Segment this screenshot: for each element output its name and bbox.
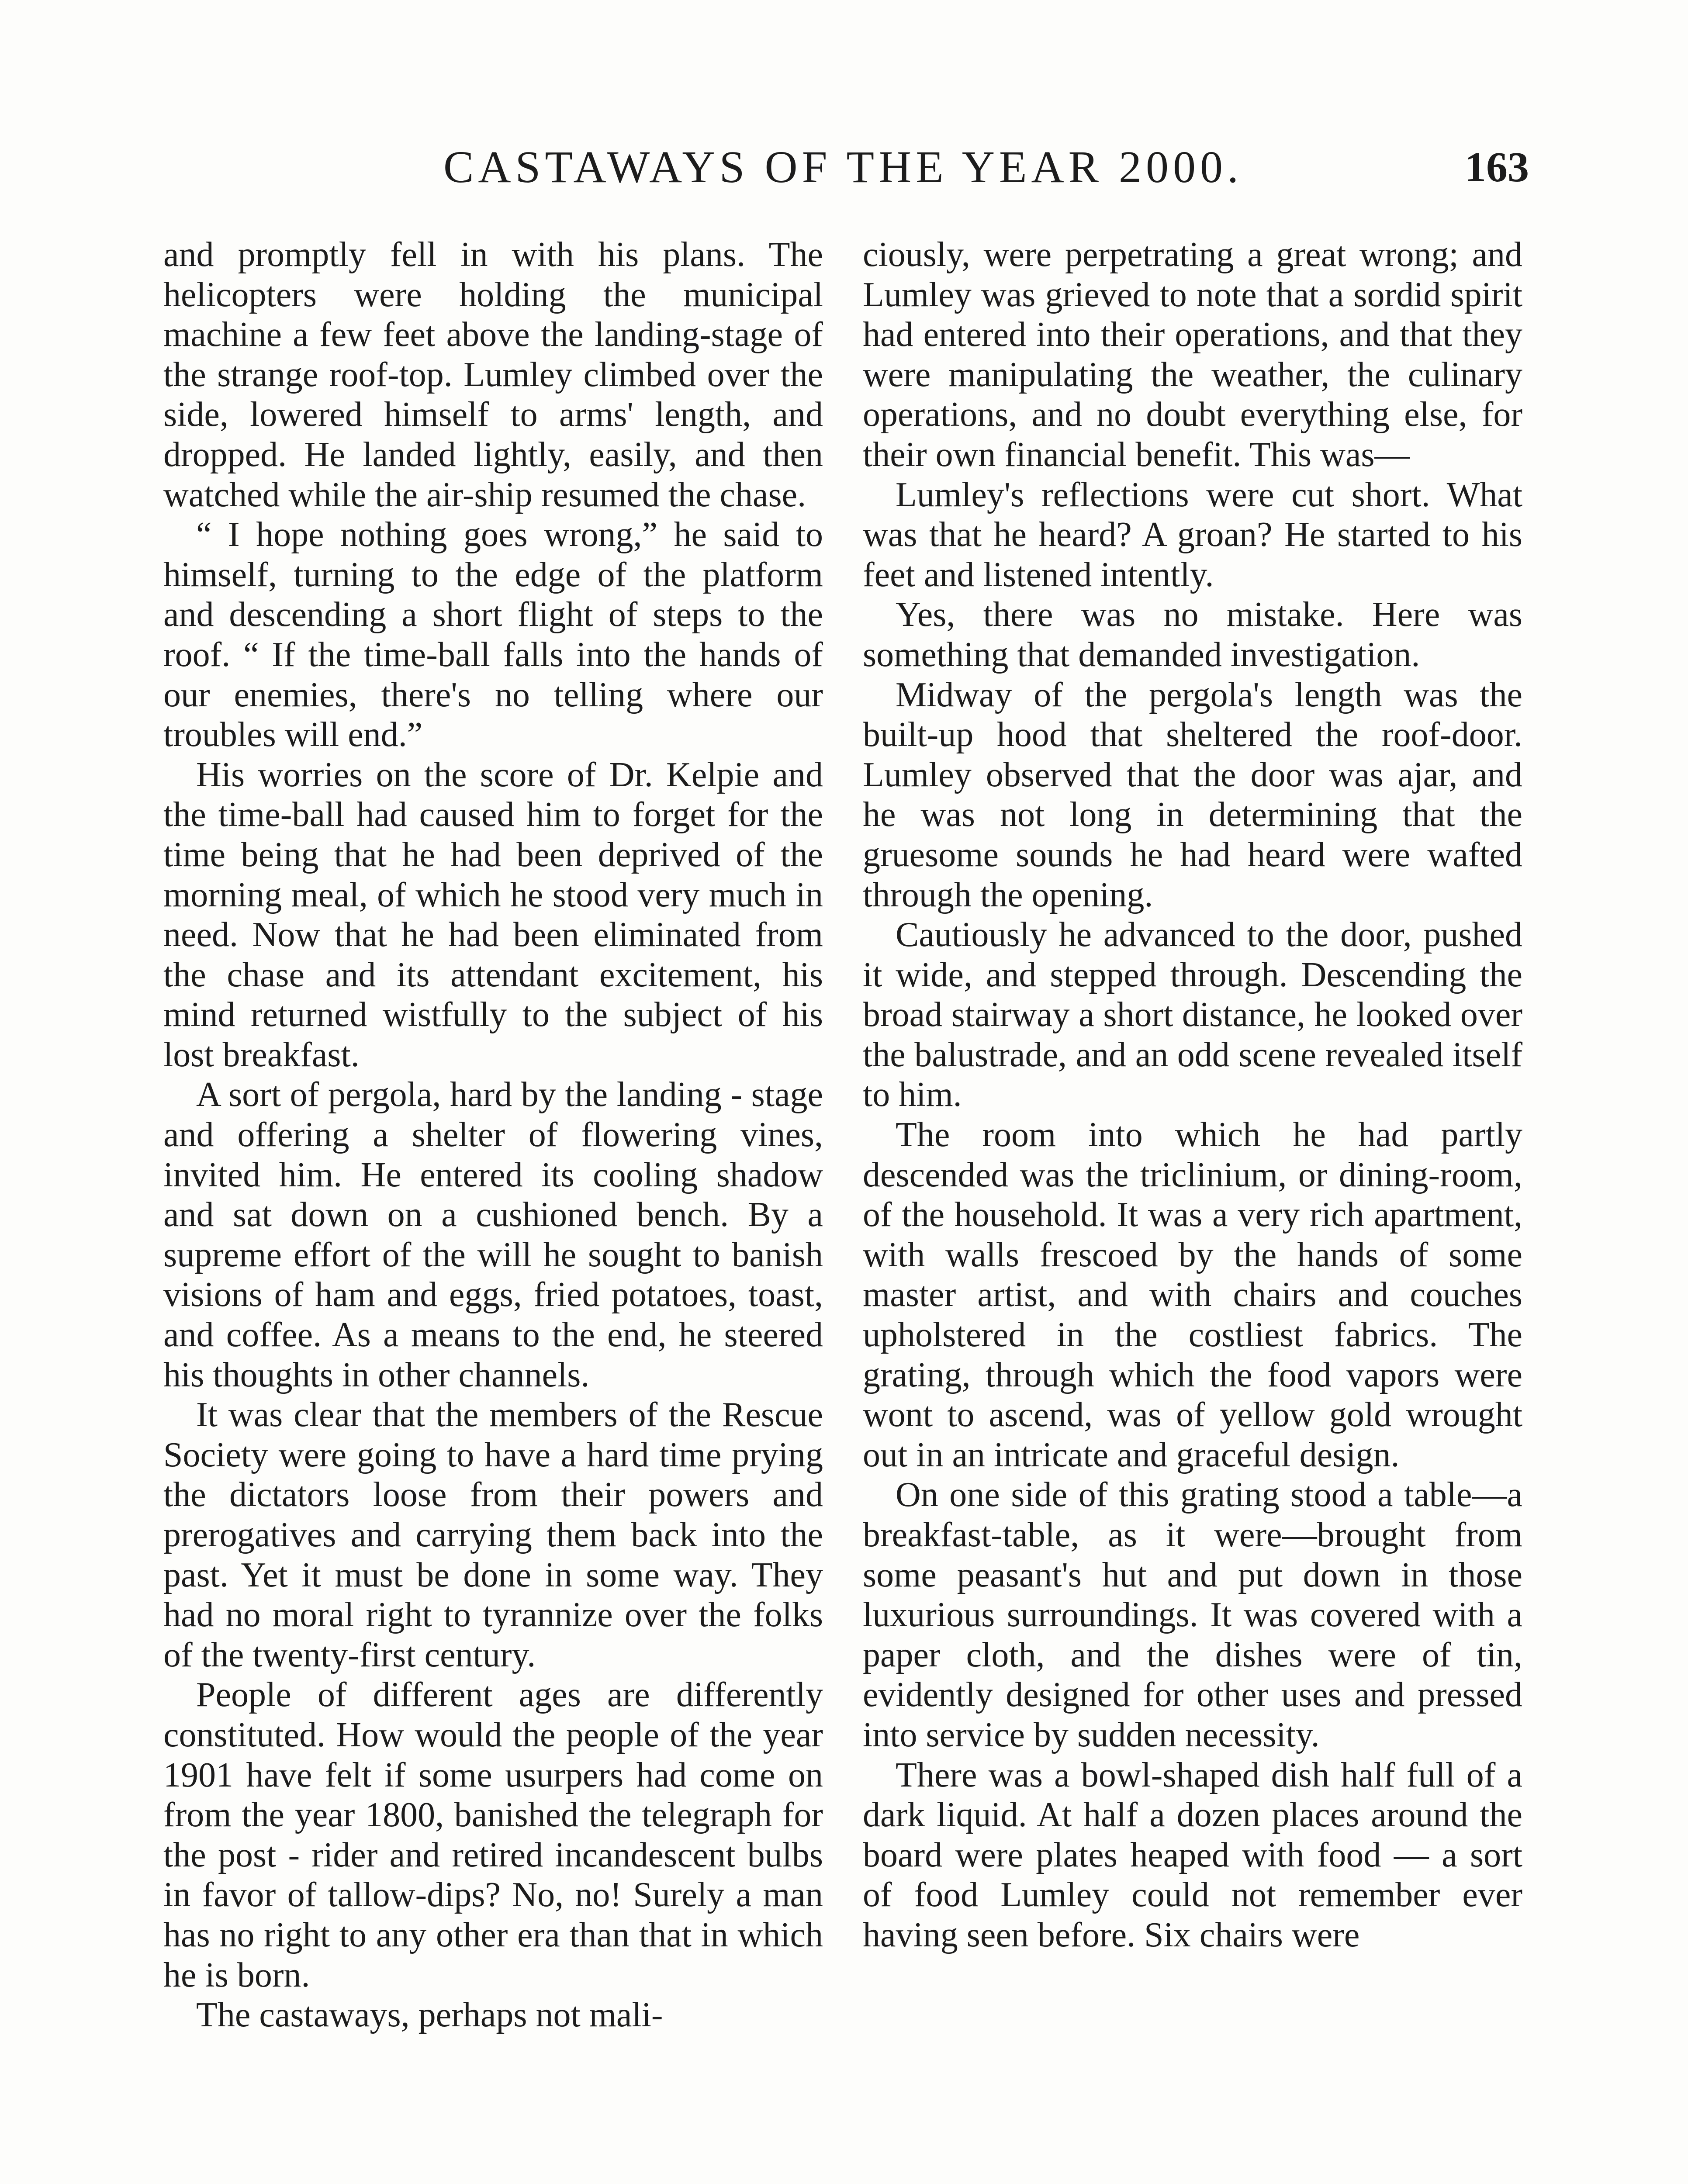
paragraph: Yes, there was no mistake. Here was something that demanded investigation. [863,595,1522,674]
paragraph: His worries on the score of Dr. Kelpie and the time-ball had caused him to forget for the time being that he had been deprived of the morning meal, of which he stood very much in need. Now that he had been eliminated from the chase and its attendant excitement, his mind returned wistfully to the subject of his lost breakfast. [163,755,823,1074]
paragraph: and promptly fell in with his plans. The helicopters were holding the municipal machine a few feet above the landing-stage of the strange roof-top. Lumley climbed over the side, lowered himself to arms' length, and dropped. He landed lightly, easily, and then watched while the air-ship resumed the chase. [163,235,823,514]
paragraph: People of different ages are differently constituted. How would the people of the year 1901 have felt if some usurpers had come on from the year 1800, banished the telegraph for the post - rider and retired incandescent bulbs in favor of tallow-dips? No, no! Surely a man has no right to any other era than that in which he is born. [163,1676,823,1994]
paragraph: A sort of pergola, hard by the landing - stage and offering a shelter of flowering vines, invited him. He entered its cooling shadow and sat down on a cushioned bench. By a supreme effort of the will he sought to banish visions of ham and eggs, fried potatoes, toast, and coffee. As a means to the end, he steered his thoughts in other channels. [163,1075,823,1394]
paragraph: It was clear that the members of the Rescue Society were going to have a hard time prying the dictators loose from their powers and prerogatives and carrying them back into the past. Yet it must be done in some way. They had no moral right to tyrannize over the folks of the twenty-first century. [163,1396,823,1674]
paragraph: The room into which he had partly descended was the triclinium, or dining-room, of the household. It was a very rich apartment, with walls frescoed by the hands of some master artist, and with chairs and couches upholstered in the costliest fabrics. The grating, through which the food vapors were wont to ascend, was of yellow gold wrought out in an intricate and graceful design. [863,1116,1522,1474]
left-column [163,235,823,2035]
paragraph: ciously, were perpetrating a great wrong; and Lumley was grieved to note that a sordid spirit had entered into their operations, and that they were manipulating the weather, the culinary operations, and no doubt everything else, for their own financial benefit. This was— [863,235,1522,474]
paragraph: Cautiously he advanced to the door, pushed it wide, and stepped through. Descending the broad stairway a short distance, he looked over the balustrade, and an odd scene revealed itself to him. [863,916,1522,1114]
paragraph: Midway of the pergola's length was the built-up hood that sheltered the roof-door. Lumley observed that the door was ajar, and he was not long in determining that the gruesome sounds he had heard were wafted through the opening. [863,675,1522,914]
paragraph: Lumley's reflections were cut short. What was that he heard? A groan? He started to his feet and listened intently. [863,475,1522,594]
paragraph: On one side of this grating stood a table—a breakfast-table, as it were—brought from some peasant's hut and put down in those luxurious surroundings. It was covered with a paper cloth, and the dishes were of tin, evidently designed for other uses and pressed into service by sudden necessity. [863,1476,1522,1754]
paragraph: The castaways, perhaps not mali- [196,1996,663,2035]
running-title: CASTAWAYS OF THE YEAR 2000. [443,142,1243,192]
paragraph: There was a bowl-shaped dish half full of a dark liquid. At half a dozen places around the board were plates heaped with food — a sort of food Lumley could not remember ever having seen before. Six chairs were [863,1755,1522,1954]
page-number: 163 [1465,144,1529,191]
running-head [166,139,1529,196]
right-column [863,235,1522,1956]
paragraph: “ I hope nothing goes wrong,” he said to himself, turning to the edge of the platform and descending a short flight of steps to the roof. “ If the time-ball falls into the hands of our enemies, there's no telling where our troubles will end.” [163,515,823,754]
